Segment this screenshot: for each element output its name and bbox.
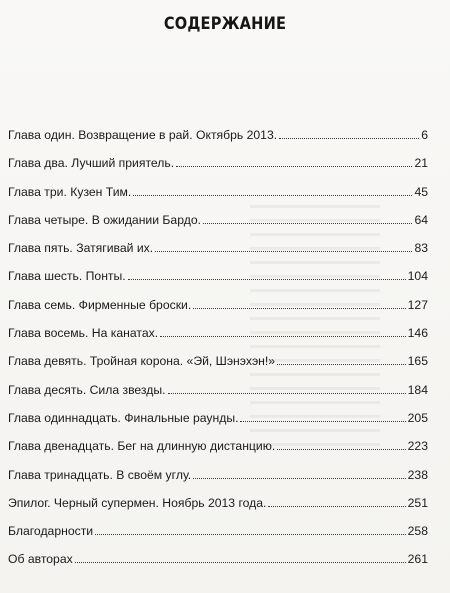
toc-entry	[8, 467, 428, 495]
toc-entry-page: 261	[407, 552, 428, 567]
toc-entry-page: 258	[407, 524, 428, 539]
toc-entry	[8, 155, 428, 183]
toc-entry	[8, 212, 428, 240]
toc-entry-page: 45	[414, 184, 428, 199]
toc-entry-page: 223	[407, 439, 428, 454]
toc-entry-title: Глава двенадцать. Бег на длинную дистанцию.	[8, 439, 276, 454]
toc-entry-page: 165	[407, 354, 428, 369]
dot-leader	[279, 138, 419, 139]
toc-entry	[8, 240, 428, 268]
toc-entry-title: Глава восемь. На канатах.	[8, 326, 159, 341]
toc-entry	[8, 268, 428, 296]
toc-entry-title: Об авторах	[8, 552, 73, 567]
toc-entry-title: Глава три. Кузен Тим.	[8, 184, 132, 199]
toc-entry-title: Глава два. Лучший приятель.	[8, 156, 175, 171]
toc-entry-title: Глава одиннадцать. Финальные раунды.	[8, 410, 239, 425]
toc-entry-title: Глава девять. Тройная корона. «Эй, Шэнэхэн!»	[8, 354, 276, 369]
toc-entry-title: Глава шесть. Понты.	[8, 269, 126, 284]
toc-entry-title: Эпилог. Черный супермен. Ноябрь 2013 года.	[8, 495, 267, 510]
table-of-contents	[8, 127, 428, 580]
dot-leader	[133, 195, 412, 196]
dot-leader	[95, 534, 406, 535]
toc-entry-page: 205	[407, 410, 428, 425]
page-title: СОДЕРЖАНИЕ	[163, 14, 287, 34]
dot-leader	[193, 478, 405, 479]
dot-leader	[75, 562, 406, 563]
toc-entry	[8, 438, 428, 466]
dot-leader	[277, 364, 406, 365]
toc-entry	[8, 353, 428, 381]
toc-entry-title: Глава четыре. В ожидании Бардо.	[8, 212, 201, 227]
toc-entry-title: Глава семь. Фирменные броски.	[8, 297, 192, 312]
toc-entry	[8, 523, 428, 551]
toc-entry-page: 83	[414, 241, 428, 256]
dot-leader	[168, 393, 406, 394]
toc-entry-title: Глава один. Возвращение в рай. Октябрь 2013.	[8, 128, 278, 142]
dot-leader	[160, 336, 406, 337]
dot-leader	[128, 279, 406, 280]
toc-entry-page: 64	[414, 212, 428, 227]
dot-leader	[193, 308, 405, 309]
toc-entry-page: 127	[407, 297, 428, 312]
toc-entry-title: Глава десять. Сила звезды.	[8, 382, 166, 397]
toc-entry-page: 146	[407, 326, 428, 341]
toc-entry-page: 21	[414, 156, 428, 171]
toc-entry	[8, 551, 428, 579]
dot-leader	[176, 166, 412, 167]
dot-leader	[268, 506, 405, 507]
toc-entry-page: 6	[421, 128, 428, 142]
toc-entry	[8, 495, 428, 523]
toc-entry-page: 238	[407, 467, 428, 482]
dot-leader	[155, 251, 412, 252]
toc-entry-title: Глава пять. Затягивай их.	[8, 241, 154, 256]
toc-entry	[8, 325, 428, 353]
toc-entry-page: 104	[407, 269, 428, 284]
toc-entry	[8, 410, 428, 438]
toc-entry	[8, 382, 428, 410]
dot-leader	[203, 223, 412, 224]
toc-entry	[8, 297, 428, 325]
toc-entry-title: Благодарности	[8, 524, 94, 539]
toc-entry-page: 251	[407, 495, 428, 510]
toc-entry	[8, 184, 428, 212]
dot-leader	[277, 449, 405, 450]
dot-leader	[240, 421, 405, 422]
toc-entry-title: Глава тринадцать. В своём углу.	[8, 467, 192, 482]
toc-entry-page: 184	[407, 382, 428, 397]
toc-entry	[8, 127, 428, 155]
